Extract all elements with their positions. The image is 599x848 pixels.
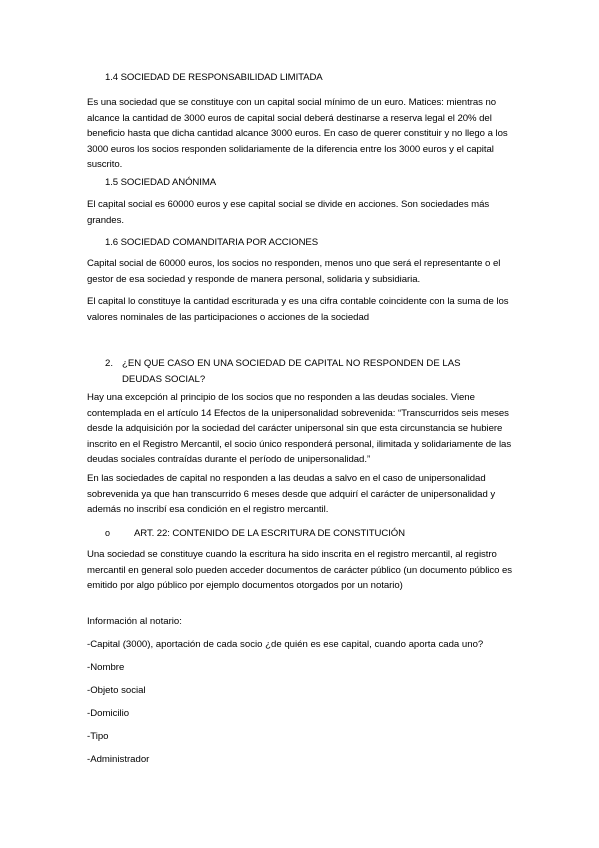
section-heading-1-5: 1.5 SOCIEDAD ANÓNIMA bbox=[105, 177, 217, 188]
paragraph-text: Una sociedad se constituye cuando la escritura ha sido inscrita en el registro mercantil, al registro mercantil en general solo pueden acceder documentos de carácter público (un documento público es emitido por algo público por ejemplo documentos otorgados por un notario) bbox=[87, 549, 513, 592]
list-item-nombre: -Nombre bbox=[87, 662, 125, 673]
paragraph-text: Capital social de 60000 euros, los socios no responden, menos uno que será el representante o el gestor de esa sociedad y responde de manera personal, solidaria y subsidiaria. bbox=[87, 258, 501, 285]
section-heading-1-4: 1.4 SOCIEDAD DE RESPONSABILIDAD LIMITADA bbox=[105, 72, 323, 83]
question-heading: ¿EN QUE CASO EN UNA SOCIEDAD DE CAPITAL NO RESPONDEN DE LAS DEUDAS SOCIAL? bbox=[122, 358, 461, 385]
paragraph-text: Hay una excepción al principio de los socios que no responden a las deudas sociales. Viene contemplada en el artículo 14 Efectos de la unipersonalidad sobrevenida: “Transcurridos seis meses desde la adquisición por la sociedad del carácter unipersonal sin que esta circunstancia se hubiere inscrito en el Registro Mercantil, el socio único responderá personal, ilimitada y solidariamente de las deudas sociales contraídas durante el período de unipersonalidad.” bbox=[87, 392, 512, 466]
paragraph-capital bbox=[87, 294, 517, 325]
paragraph-answer-2 bbox=[87, 471, 517, 518]
paragraph-escritura bbox=[87, 547, 517, 594]
paragraph-srl bbox=[87, 95, 517, 173]
paragraph-answer-1 bbox=[87, 390, 517, 468]
list-item-objeto-social: -Objeto social bbox=[87, 685, 146, 696]
bullet-marker: o bbox=[105, 528, 111, 538]
paragraph-text: Es una sociedad que se constituye con un capital social mínimo de un euro. Matices: mientras no alcance la cantidad de 3000 euros de capital social deberá destinarse a reserva legal el 20% del beneficio hasta que dicha cantidad alcance 3000 euros. En caso de querer constituir y no llego a los 3000 euros los socios responden solidariamente de la diferencia entre los 3000 euros y el capital suscrito. bbox=[87, 97, 508, 171]
paragraph-comanditaria bbox=[87, 256, 517, 287]
paragraph-text: El capital lo constituye la cantidad escriturada y es una cifra contable coincidente con la suma de los valores nominales de las participaciones o acciones de la sociedad bbox=[87, 296, 509, 323]
paragraph-text: El capital social es 60000 euros y ese capital social se divide en acciones. Son sociedades más grandes. bbox=[87, 199, 490, 226]
list-item-domicilio: -Domicilio bbox=[87, 708, 130, 719]
paragraph-text: En las sociedades de capital no responden a las deudas a salvo en el caso de unipersonalidad sobrevenida ya que han transcurrido 6 meses desde que adquirí el carácter de unipersonalidad y además no inscribí esa condición en el registro mercantil. bbox=[87, 473, 496, 516]
question-number: 2. bbox=[105, 358, 114, 369]
list-item-capital: -Capital (3000), aportación de cada socio ¿de quién es ese capital, cuando aporta cada uno? bbox=[87, 639, 484, 650]
section-heading-1-6: 1.6 SOCIEDAD COMANDITARIA POR ACCIONES bbox=[105, 237, 318, 248]
article-22-heading: ART. 22: CONTENIDO DE LA ESCRITURA DE CONSTITUCIÓN bbox=[134, 528, 405, 539]
list-item-tipo: -Tipo bbox=[87, 731, 109, 742]
info-notario-label: Información al notario: bbox=[87, 616, 182, 627]
paragraph-sa bbox=[87, 197, 517, 228]
list-item-administrador: -Administrador bbox=[87, 754, 150, 765]
